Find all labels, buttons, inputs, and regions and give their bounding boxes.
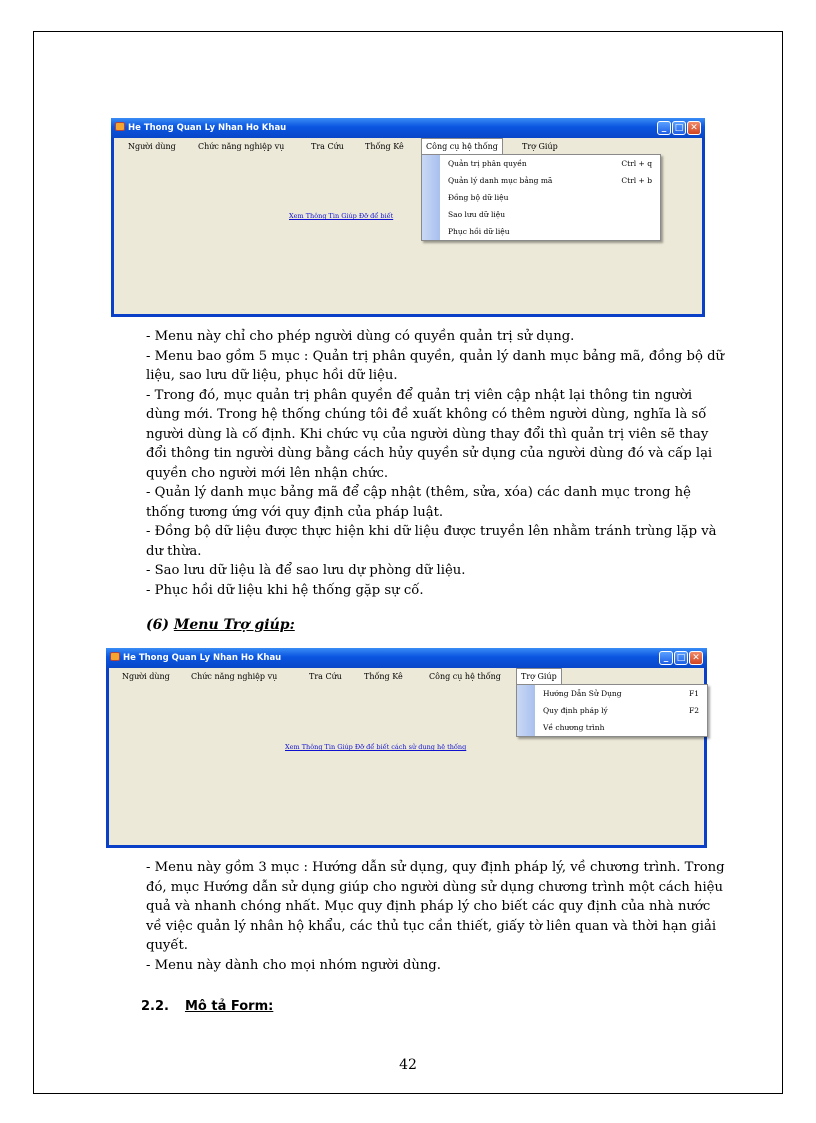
dropdown-item-quy-dinh[interactable]	[517, 702, 707, 719]
menu-chuc-nang[interactable]: Chức năng nghiệp vụ	[191, 672, 278, 681]
paragraph: - Đồng bộ dữ liệu được thực hiện khi dữ liệu được truyền lên nhằm tránh trùng lặp và dư thừa.	[146, 524, 717, 559]
item-shortcut: Ctrl + b	[621, 176, 652, 185]
item-label: Về chương trình	[543, 723, 605, 732]
dropdown-item-sao-luu[interactable]	[422, 206, 660, 223]
help-link[interactable]: Xem Thông Tin Giúp Đỡ để biết cách sử dụng hệ thống	[285, 743, 467, 751]
close-icon[interactable]: ✕	[687, 121, 701, 135]
description-block-1	[146, 327, 726, 600]
heading-title: Menu Trợ giúp:	[173, 617, 295, 633]
system-tools-dropdown	[421, 154, 661, 241]
menu-nguoi-dung[interactable]: Người dùng	[128, 142, 176, 151]
help-dropdown	[516, 684, 708, 737]
minimize-icon[interactable]: _	[659, 651, 673, 665]
paragraph: - Menu này chỉ cho phép người dùng có quyền quản trị sử dụng.	[146, 329, 575, 344]
item-label: Quản lý danh mục bảng mã	[448, 176, 553, 185]
dropdown-item-quan-tri-phan-quyen[interactable]	[422, 155, 660, 172]
menu-cong-cu-he-thong[interactable]: Công cụ hệ thống	[429, 672, 501, 681]
menu-tra-cuu[interactable]: Tra Cứu	[309, 672, 342, 681]
window-titlebar	[106, 648, 707, 668]
section-title: Mô tả Form:	[184, 999, 274, 1014]
menu-chuc-nang[interactable]: Chức năng nghiệp vụ	[198, 142, 285, 151]
page-number: 42	[399, 1057, 417, 1073]
menu-tro-giup[interactable]: Trợ Giúp	[516, 668, 562, 686]
item-label: Quản trị phân quyền	[448, 159, 527, 168]
paragraph: - Menu này dành cho mọi nhóm người dùng.	[146, 957, 441, 973]
close-icon[interactable]: ✕	[689, 651, 703, 665]
dropdown-item-huong-dan[interactable]	[517, 685, 707, 702]
menu-thong-ke[interactable]: Thống Kê	[364, 672, 403, 681]
section-heading-menu-tro-giup	[146, 617, 295, 633]
menu-tra-cuu[interactable]: Tra Cứu	[311, 142, 344, 151]
window-title: He Thong Quan Ly Nhan Ho Khau	[128, 123, 287, 133]
app-icon	[110, 652, 120, 661]
item-label: Đồng bộ dữ liệu	[448, 193, 509, 202]
paragraph: - Phục hồi dữ liệu khi hệ thống gặp sự cố.	[146, 582, 424, 598]
section-number: 2.2.	[141, 999, 169, 1014]
item-label: Sao lưu dữ liệu	[448, 210, 506, 219]
item-label: Phục hồi dữ liệu	[448, 227, 510, 236]
paragraph: - Menu này gồm 3 mục : Hướng dẫn sử dụng, quy định pháp lý, về chương trình. Trong đó, mục Hướng dẫn sử dụng giúp cho người dùng sử dụng chương trình một cách hiệu quả và nhanh chóng nhất. Mục quy định pháp lý cho biết các quy định của nhà nước về việc quản lý nhân hộ khẩu, các thủ tục cần thiết, giấy tờ liên quan và thời hạn giải quyết.	[146, 860, 725, 953]
description-block-2	[146, 858, 726, 975]
window-titlebar	[111, 118, 705, 138]
menu-thong-ke[interactable]: Thống Kê	[365, 142, 404, 151]
paragraph: - Quản lý danh mục bảng mã để cập nhật (thêm, sửa, xóa) các danh mục trong hệ thống tương ứng với quy định của pháp luật.	[146, 485, 691, 520]
dropdown-item-ve-chuong-trinh[interactable]	[517, 719, 707, 736]
section-heading-mo-ta-form	[141, 999, 273, 1014]
item-label: Quy định pháp lý	[543, 706, 608, 715]
menu-nguoi-dung[interactable]: Người dùng	[122, 672, 170, 681]
maximize-icon[interactable]: □	[674, 651, 688, 665]
item-shortcut: F2	[689, 706, 699, 715]
maximize-icon[interactable]: □	[672, 121, 686, 135]
paragraph: - Trong đó, mục quản trị phân quyền để quản trị viên cập nhật lại thông tin người dùng mới. Trong hệ thống chúng tôi đề xuất không có thêm người dùng, nghĩa là số người dùng là cố định. Khi chức vụ của người dùng thay đổi thì quản trị viên sẽ thay đổi thông tin người dùng bằng cách hủy quyền sử dụng của người dùng đó và cấp lại quyền cho người mới lên nhận chức.	[146, 387, 713, 481]
item-shortcut: F1	[689, 689, 699, 698]
paragraph: - Sao lưu dữ liệu là để sao lưu dự phòng dữ liệu.	[146, 563, 466, 578]
screenshot-window-help	[106, 648, 707, 848]
heading-number: (6)	[146, 617, 169, 633]
screenshot-window-system-tools	[111, 118, 705, 317]
paragraph: - Menu bao gồm 5 mục : Quản trị phân quyền, quản lý danh mục bảng mã, đồng bộ dữ liệu, sao lưu dữ liệu, phục hồi dữ liệu.	[146, 348, 725, 383]
dropdown-item-phuc-hoi[interactable]	[422, 223, 660, 240]
dropdown-item-dong-bo[interactable]	[422, 189, 660, 206]
menu-tro-giup[interactable]: Trợ Giúp	[522, 142, 558, 151]
dropdown-item-quan-ly-danh-muc[interactable]	[422, 172, 660, 189]
menu-cong-cu-he-thong[interactable]: Công cụ hệ thống	[421, 138, 503, 156]
item-label: Hướng Dẫn Sử Dụng	[543, 689, 622, 698]
window-title: He Thong Quan Ly Nhan Ho Khau	[123, 653, 282, 663]
item-shortcut: Ctrl + q	[621, 159, 652, 168]
app-icon	[115, 122, 125, 131]
minimize-icon[interactable]: _	[657, 121, 671, 135]
help-link[interactable]: Xem Thông Tin Giúp Đỡ để biết	[289, 212, 394, 220]
